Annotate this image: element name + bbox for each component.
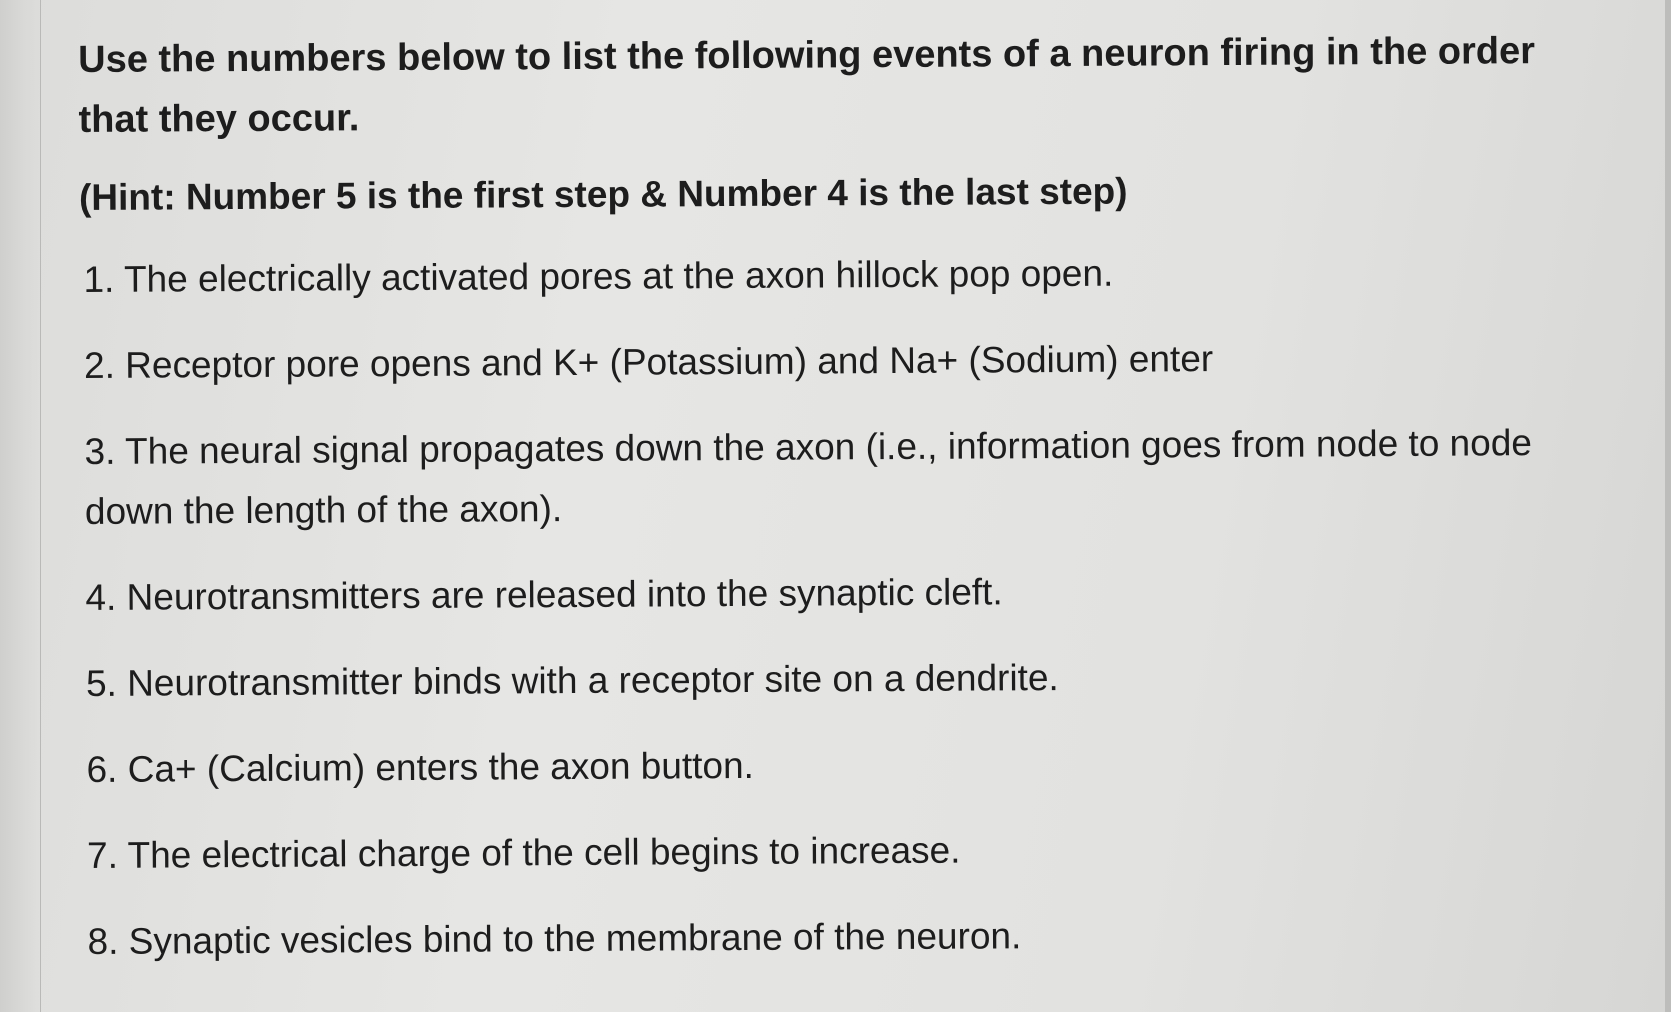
- event-text: The electrical charge of the cell begins to increase.: [127, 829, 961, 876]
- question-content: [78, 21, 1624, 998]
- event-item-4: [85, 559, 1605, 628]
- event-item-7: [87, 817, 1607, 886]
- event-number: 8.: [87, 920, 119, 962]
- event-item-8: [87, 903, 1607, 972]
- event-text: Synaptic vesicles bind to the membrane of the neuron.: [128, 915, 1022, 962]
- page-left-edge: [0, 0, 41, 1012]
- event-number: 6.: [86, 748, 118, 790]
- event-text: Ca+ (Calcium) enters the axon button.: [127, 744, 755, 790]
- event-number: 3.: [84, 430, 116, 472]
- page-right-edge: [1665, 0, 1671, 1012]
- event-number: 5.: [85, 662, 117, 704]
- event-item-2: [84, 327, 1604, 396]
- event-text: The neural signal propagates down the axon (i.e., information goes from node to node down the length of the axon).: [84, 422, 1533, 532]
- event-text: Receptor pore opens and K+ (Potassium) and Na+ (Sodium) enter: [125, 338, 1214, 386]
- event-number: 7.: [86, 834, 119, 876]
- event-item-1: [83, 241, 1603, 310]
- event-item-3: [84, 413, 1605, 542]
- event-text: The electrically activated pores at the axon hillock pop open.: [123, 252, 1114, 300]
- question-text: Use the numbers below to list the following events of a neuron firing in the order that they occur.: [78, 30, 1536, 141]
- event-text: Neurotransmitter binds with a receptor site on a dendrite.: [127, 657, 1059, 704]
- event-item-5: [86, 645, 1606, 714]
- hint-text: (Hint: Number 5 is the first step & Number 4 is the last step): [78, 170, 1128, 218]
- event-text: Neurotransmitters are released into the synaptic cleft.: [126, 571, 1003, 618]
- event-number: 4.: [85, 576, 117, 618]
- event-number: 1.: [83, 258, 115, 300]
- events-list: [79, 241, 1623, 972]
- event-item-6: [86, 731, 1606, 800]
- event-number: 2.: [83, 344, 116, 386]
